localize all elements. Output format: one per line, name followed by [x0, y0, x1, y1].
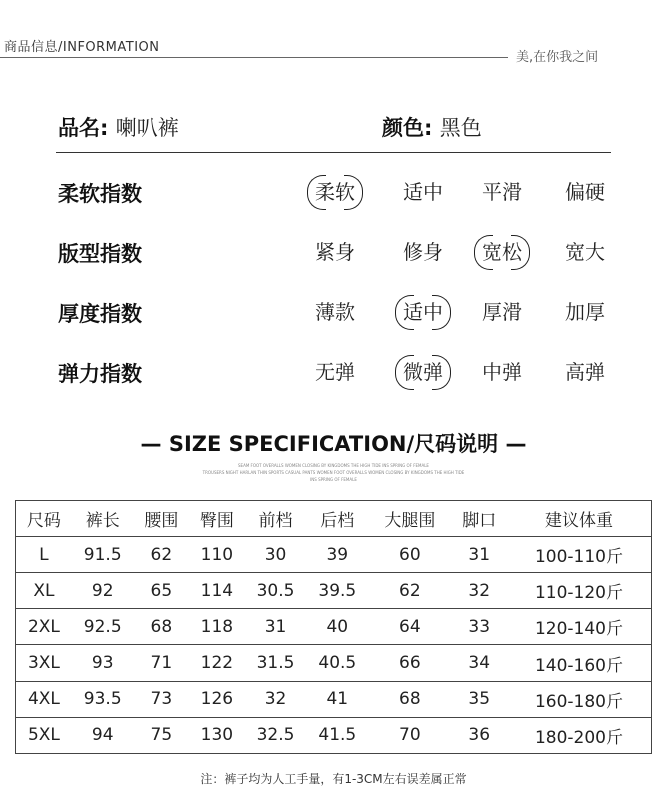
table-header-cell: 后档: [306, 501, 368, 537]
table-cell: 68: [134, 609, 190, 645]
product-name: [58, 112, 179, 142]
table-cell: 32: [451, 573, 507, 609]
table-cell: 93.5: [72, 681, 134, 717]
index-label: 版型指数: [58, 242, 142, 266]
table-cell: 118: [189, 609, 245, 645]
table-cell: 66: [368, 645, 451, 681]
table-header-row: [16, 501, 652, 537]
index-option: 适中: [389, 298, 457, 326]
table-cell: 31.5: [245, 645, 307, 681]
product-divider: [56, 152, 611, 153]
table-cell: 3XL: [16, 645, 72, 681]
product-color: [382, 112, 482, 142]
product-color-value: 黑色: [439, 116, 482, 140]
table-cell: 70: [368, 717, 451, 753]
index-option: 高弹: [565, 360, 605, 384]
product-color-label: 颜色:: [382, 116, 433, 140]
table-header-cell: 臀围: [189, 501, 245, 537]
table-cell: 92: [72, 573, 134, 609]
table-cell: 68: [368, 681, 451, 717]
index-option: 柔软: [301, 178, 369, 206]
table-cell: 65: [134, 573, 190, 609]
index-option: 厚滑: [482, 300, 522, 324]
table-cell: 94: [72, 717, 134, 753]
table-cell: 39.5: [306, 573, 368, 609]
index-label: 厚度指数: [58, 302, 142, 326]
table-cell: 34: [451, 645, 507, 681]
index-option: 微弹: [389, 358, 457, 386]
table-header-cell: 脚口: [451, 501, 507, 537]
table-row: [16, 645, 652, 681]
size-heading: — SIZE SPECIFICATION/尺码说明 —: [140, 432, 527, 456]
table-cell: 36: [451, 717, 507, 753]
table-header-cell: 尺码: [16, 501, 72, 537]
table-cell: 114: [189, 573, 245, 609]
table-cell: 100-110斤: [507, 537, 652, 573]
table-cell: 31: [245, 609, 307, 645]
header-title: 商品信息/INFORMATION: [4, 40, 160, 55]
header-divider: [0, 57, 508, 58]
table-cell: 110-120斤: [507, 573, 652, 609]
table-row: [16, 717, 652, 753]
index-option: 修身: [403, 240, 443, 264]
table-cell: 160-180斤: [507, 681, 652, 717]
table-header-cell: 前档: [245, 501, 307, 537]
table-header-cell: 裤长: [72, 501, 134, 537]
table-cell: 71: [134, 645, 190, 681]
index-label: 柔软指数: [58, 182, 142, 206]
size-subtext: SEAM FOOT OVERALLS WOMEN CLOSING BY KINGDOMS THE HIGH TIDE INS SPRING OF FEMALE: [238, 463, 429, 468]
table-cell: 40.5: [306, 645, 368, 681]
table-cell: 120-140斤: [507, 609, 652, 645]
table-cell: 41.5: [306, 717, 368, 753]
table-cell: 73: [134, 681, 190, 717]
table-header-cell: 建议体重: [507, 501, 652, 537]
table-cell: 130: [189, 717, 245, 753]
table-cell: L: [16, 537, 72, 573]
index-option: 适中: [403, 180, 443, 204]
table-cell: 35: [451, 681, 507, 717]
table-cell: 2XL: [16, 609, 72, 645]
table-cell: 32: [245, 681, 307, 717]
table-cell: 31: [451, 537, 507, 573]
index-label: 弹力指数: [58, 362, 142, 386]
product-name-value: 喇叭裤: [115, 116, 179, 140]
table-cell: 39: [306, 537, 368, 573]
table-cell: XL: [16, 573, 72, 609]
table-cell: 122: [189, 645, 245, 681]
measurement-note: 注：裤子均为人工手量，有1-3CM左右误差属正常: [200, 772, 467, 786]
index-option: 偏硬: [565, 180, 605, 204]
table-cell: 4XL: [16, 681, 72, 717]
index-option: 薄款: [315, 300, 355, 324]
index-option: 加厚: [565, 300, 605, 324]
table-cell: 75: [134, 717, 190, 753]
table-row: [16, 609, 652, 645]
table-cell: 5XL: [16, 717, 72, 753]
table-cell: 62: [134, 537, 190, 573]
table-header-cell: 大腿围: [368, 501, 451, 537]
size-subtext: TROUSERS NIGHT HARLAN THIN SPORTS CASUAL PANTS WOMEN FOOT OVERALLS WOMEN CLOSING BY KINGDOMS THE HIGH TIDE: [202, 470, 465, 475]
index-option: 中弹: [482, 360, 522, 384]
index-option: 宽大: [565, 240, 605, 264]
table-cell: 126: [189, 681, 245, 717]
table-cell: 62: [368, 573, 451, 609]
table-cell: 64: [368, 609, 451, 645]
table-row: [16, 681, 652, 717]
table-cell: 180-200斤: [507, 717, 652, 753]
table-row: [16, 573, 652, 609]
table-cell: 60: [368, 537, 451, 573]
size-table: [15, 500, 652, 754]
table-cell: 92.5: [72, 609, 134, 645]
index-option: 紧身: [315, 240, 355, 264]
table-cell: 93: [72, 645, 134, 681]
product-name-label: 品名:: [58, 116, 109, 140]
table-cell: 91.5: [72, 537, 134, 573]
index-option: 无弹: [315, 360, 355, 384]
table-cell: 32.5: [245, 717, 307, 753]
table-cell: 40: [306, 609, 368, 645]
size-subtext: INS SPRING OF FEMALE: [310, 477, 357, 482]
index-option: 宽松: [468, 238, 536, 266]
table-cell: 41: [306, 681, 368, 717]
table-cell: 140-160斤: [507, 645, 652, 681]
table-row: [16, 537, 652, 573]
table-header-cell: 腰围: [134, 501, 190, 537]
header-slogan: 美,在你我之间: [516, 50, 599, 65]
index-option: 平滑: [482, 180, 522, 204]
table-cell: 33: [451, 609, 507, 645]
table-cell: 110: [189, 537, 245, 573]
table-cell: 30: [245, 537, 307, 573]
table-cell: 30.5: [245, 573, 307, 609]
